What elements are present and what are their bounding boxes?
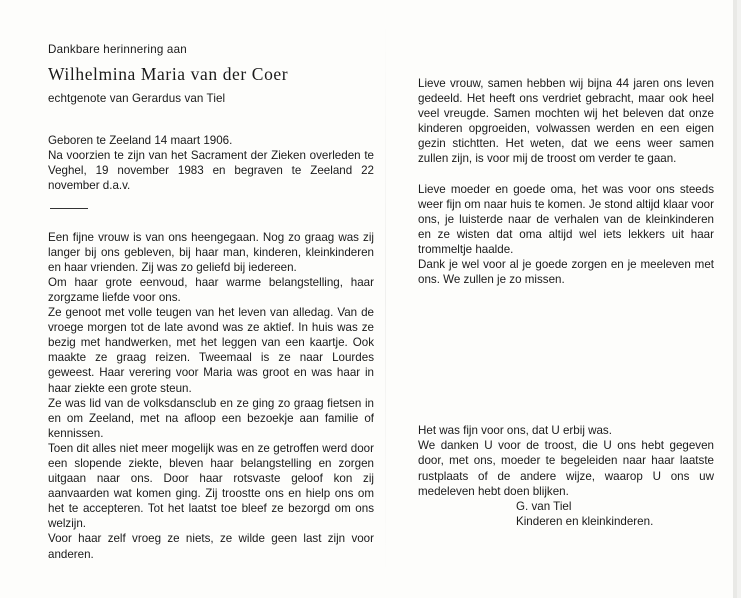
message-thanks: Dank je wel voor al je goede zorgen en je meeleven met ons. We zullen je zo missen. [418,258,714,287]
signature-name: G. van Tiel [516,499,572,513]
signature-family: Kinderen en kleinkinderen. [516,514,654,528]
thanks-paragraph: We danken U voor de troost, die U ons hebt gegeven door, met ons, moeder te begeleiden naar haar laatste rustplaats of de andere wijze, waarop U ons uw medeleven hebt doen blijken. [418,439,714,498]
left-paragraph: Om haar grote eenvoud, haar warme belangstelling, haar zorgzame liefde voor ons. [48,275,374,304]
card-fold-line [385,18,386,578]
message-to-wife: Lieve vrouw, samen hebben wij bijna 44 jaren ons leven gedeeld. Het heeft ons verdriet gebracht, maar ook heel veel vreugde. Samen mochten wij het beleven dat onze kinderen opgroeiden, volwassen werden en een eigen gezin stichtten. Het weten, dat we eens weer samen zullen zijn, is voor mij de troost om verder te gaan. [418,77,714,166]
separator-line [50,208,88,209]
right-column [418,76,714,529]
thanks-line: Het was fijn voor ons, dat U erbij was. [418,424,612,438]
deceased-name: Wilhelmina Maria van der Coer [48,64,289,85]
death-notice: Na voorzien te zijn van het Sacrament der Zieken overleden te Veghel, 19 november 1983 en begraven te Zeeland 22 november d.a.v. [48,149,374,193]
left-column [48,42,374,562]
left-paragraph: Toen dit alles niet meer mogelijk was en ze getroffen werd door een slopende ziekte, bleven haar belangstelling en zorgen uitgaan naar ons. Door haar rotsvaste geloof kon zij aanvaarden wat komen ging. Zij troostte ons en hielp ons om het te accepteren. Tot het laatst toe bleef ze bezorgd om ons welzijn. [48,441,374,531]
message-to-mother: Lieve moeder en goede oma, het was voor ons steeds weer fijn om naar huis te komen. Je stond altijd klaar voor ons, je luisterde naar de verhalen van de kleinkinderen en ze wisten dat oma altijd wel iets lekkers uit haar trommeltje haalde. [418,182,714,256]
left-paragraph: Voor haar zelf vroeg ze niets, ze wilde geen last zijn voor anderen. [48,532,374,561]
left-paragraph: Een fijne vrouw is van ons heengegaan. Nog zo graag was zij langer bij ons gebleven, bij haar man, kinderen, kleinkinderen en haar vrienden. Zij was zo geliefd bij iedereen. [48,230,374,274]
heading: Dankbare herinnering aan [48,43,187,56]
spacer [418,167,714,182]
birth-line: Geboren te Zeeland 14 maart 1906. [48,134,233,148]
left-paragraph: Ze was lid van de volksdansclub en ze ging zo graag fietsen in en om Zeeland, met na afloop een bezoekje aan familie of kennissen. [48,396,374,440]
spacer [418,287,714,423]
left-paragraph: Ze genoot met volle teugen van het leven van alledag. Van de vroege morgen tot de late avond was ze aktief. In huis was ze bezig met handwerken, met het leggen van een kaartje. Ook maakte ze graag reizen. Tweemaal is ze naar Lourdes geweest. Haar verering voor Maria was groot en was haar in haar ziekte een grote steun. [48,306,374,395]
spouse-line: echtgenote van Gerardus van Tiel [48,92,226,106]
